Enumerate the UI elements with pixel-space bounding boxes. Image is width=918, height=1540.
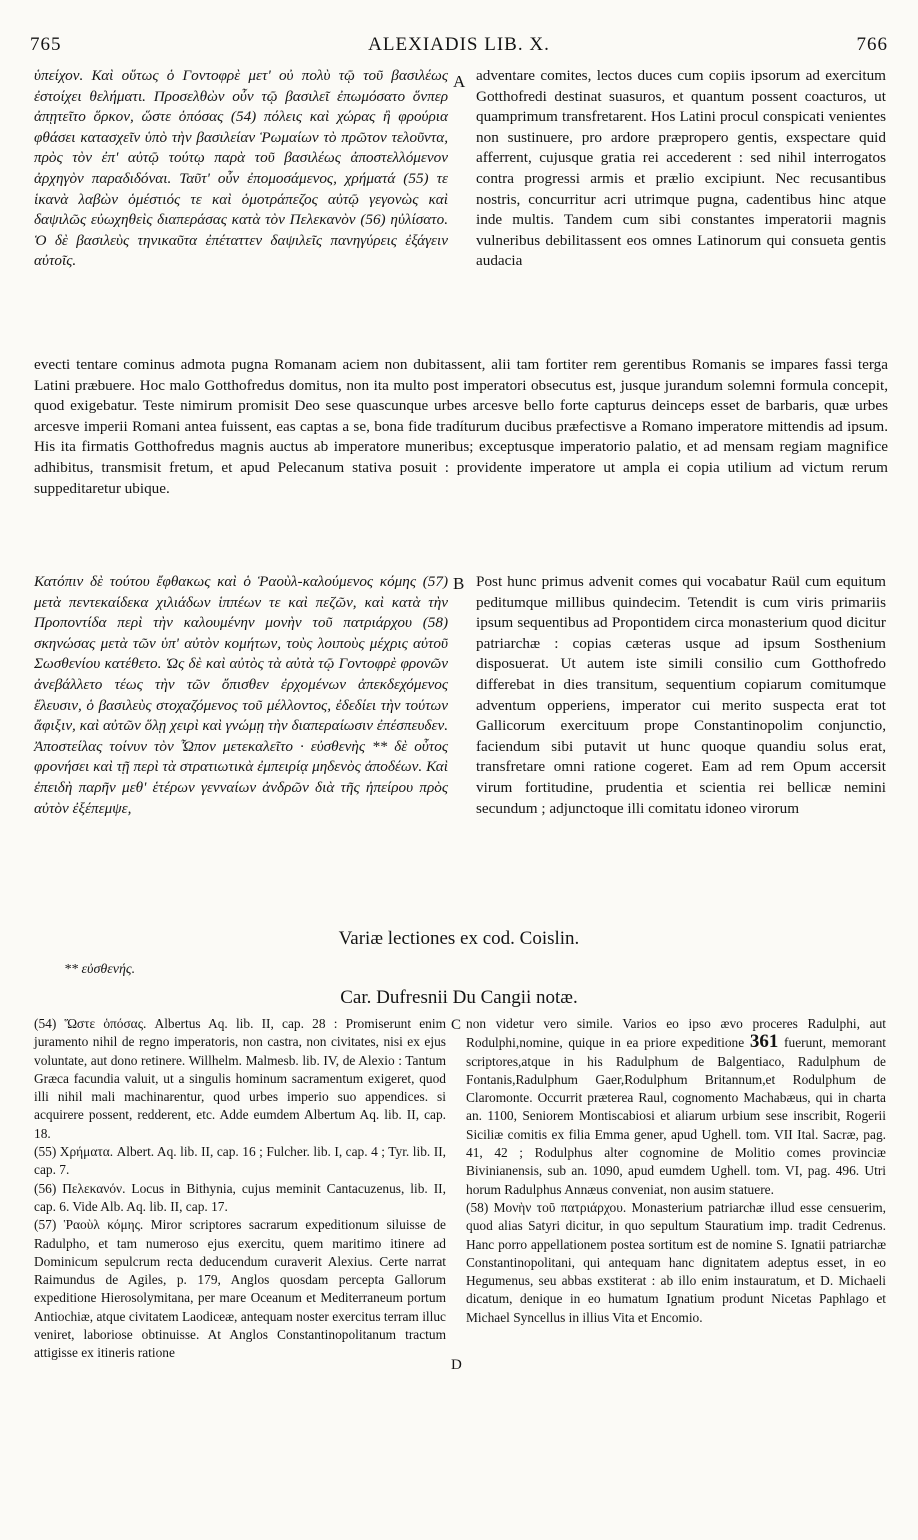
latin-full-text: evecti tentare cominus admota pugna Romanam aciem non dubitassent, alii tam fortiter rem gerentibus Romanis se impares fassi terga Latini præbuere. Hoc malo Gotthofredus domitus, non ita multo post imperatori obsecutus est, jusque jurandum solemni formula concepit, quod exigebatur. Teste nimirum promisit Deo sese quascunque urbes arcesve bello forte capturus deinceps esset de barbaris, quæ urbes arcesve imperii Romani antea fuissent, eas captas a se, bona fide tradíturum ducibus præfectisve a Romano imperatore mittendis ad ipsum. His ita firmatis Gotthofredus magnis auctus ab imperatore muneribus; exceptusque imperatorio palatio, et ad mensam regiam magnifice adhibitus, transmisit fretum, et apud Pelecanum stativa posuit : providente imperatore ut ampla ei copia utilium ad victum rerum suppeditaretur ubique. [34,356,888,497]
page-number-left: 765 [30,34,62,55]
note-56: (56) Πελεκανόν. Locus in Bithynia, cujus meminit Cantacuzenus, lib. II, cap. 6. Vide Alb. Aq. lib. II, cap. 17. [34,1180,446,1214]
running-header [30,34,888,60]
note-55: (55) Χρήματα. Albert. Aq. lib. II, cap. 16 ; Fulcher. lib. I, cap. 4 ; Tyr. lib. II, cap. 7. [34,1144,446,1178]
greek-column-middle [34,572,448,819]
note-57-continuation-b: fuerunt, memorant scriptores,atque in his Radulphum de Balgentiaco, Radulphum de Fontanis,Radulphum Gaer,Rodulphum Britannum,et Rodulphum de Claromonte. Occurrit præterea Raul, cognomento Machabæus, qui in charta an. 1100, Seniorem Montiscabiosi et aliarum urbium sese inscribit, Rogerii Siciliæ comitis ex filia Emma gener, apud Ughell. tom. VII Ital. Sacræ, pag. 41, 42 ; Rodulphus alter cognomine de Molitio comes provinciæ Bivinianensis, sub an. 1090, apud eumdem Ughell. tom. VI, pag. 496. Utri horum Radulphus Annæus conveniat, non ausim statuere. [466,1035,887,1197]
greek-text-middle: Κατόπιν δὲ τούτου ἔφθακως καὶ ὁ Ῥαοὺλ-καλούμενος κόμης (57) μετὰ πεντεκαίδεκα χιλιάδων ἱππέων τε καὶ πεζῶν, καὶ κατὰ τὴν Προποντίδα περὶ τὴν καλουμένην μονὴν τοῦ πατριάρχου (58) σκηνώσας μετὰ τῶν ὑπ' αὐτὸν κομήτων, τοὺς λοιποὺς μέχρις αὐτοῦ Σωσθενίου κατέθετο. Ὡς δὲ καὶ αὐτὸς τὰ αὐτὰ τῷ Γοντοφρὲ φρονῶν ἀνεβάλλετο τέως τὴν τῶν ὄπισθεν ἐρχομένων ἀπεκδεχόμενος ἔλευσιν, ὁ βασιλεὺς στοχαζόμενος τοῦ μέλλοντος, ἐδεδίει τὴν τούτων ἄφιξιν, καὶ αὐτῶν ὅλῃ χειρὶ καὶ γνώμῃ τὴν διαπεραίωσιν ἐπέσπευδεν. Ἀποστείλας τοίνυν τὸν Ὦπον μετεκαλεῖτο · εὐσθενὴς ** δὲ οὗτος φρονήσει καὶ τῇ περὶ τὰ στρατιωτικὰ ἐμπειρίᾳ μηδενὸς ἀποδέων. Καὶ ἐπειδὴ παρῆν μεθ' ἑτέρων γενναίων ἀνδρῶν διὰ τῆς ἠπείρου πρὸς αὐτὸν ἐξέπεμψε, [34,573,448,817]
note-57-continuation [466,1015,886,1199]
notes-column-left [34,1015,446,1363]
note-58: (58) Μονὴν τοῦ πατριάρχου. Monasterium patriarchæ illud esse censuerim, quod alias Satyri dicitur, in quo sepultum Stauratium imp. tradit Cedrenus. Hanc porro appellationem postea sortitum est de nomine S. Ignatii patriarchæ Constantinopolitani, qui antequam hanc dignitatem adeptus esset, in eo Hegumenus, seu abbas exstiterat : ab illo enim instauratum, et D. Michaeli dicatum, denique in eo humatum Ignatium produnt Nicetas Paphlago et Michael Syncellus in illius Vita et Encomio. [466,1199,886,1325]
variae-heading: Variæ lectiones ex cod. Coislin. [338,928,580,949]
latin-column-middle [476,572,886,819]
latin-text-middle: Post hunc primus advenit comes qui vocabatur Raül cum equitum peditumque millibus quindecim. Tetendit is cum viris primariis ipsum sequentibus ad Propontidem circa monasterium quod dicitur patriarchæ : copias cæteras usque ad ipsum Sosthenium disposuerat. Ut autem iste simili consilio cum Gotthofredo differebat in dies transitum, sequentium copiarum comitumque adventum opperiens, imperator cui merito suspecta erat tot Gallicorum exercituum prope Constantinopolim conjunctio, faciendum sibi putavit ut hunc quoque quandiu solus erat, transfretare omni ratione cogeret. Eam ad rem Opum accersit virum fortitudine, prudentia et scientia rei bellicæ nemini secundum ; adjunctoque illi comitatu idoneo virorum [476,573,886,817]
greek-text-top: ὑπείχον. Καὶ οὕτως ὁ Γοντοφρὲ μετ' οὐ πολὺ τῷ τοῦ βασιλέως ἐστοίχει θελήματι. Προσελθὼν οὖν τῷ βασιλεῖ ἐπωμόσατο ὅνπερ ἀπῃτεῖτο ὅρκον, ὥστε ὁπόσας (54) πόλεις καὶ χώρας ἢ φρούρια φθάσει κατασχεῖν ὑπὸ τὴν βασιλείαν Ῥωμαίων τὸ πρῶτον τελοῦντα, πρὸς τὸν ἐπ' αὐτῷ τούτῳ παρὰ τοῦ βασιλέως ἀποστελλόμενον ἀρχηγὸν παραδιδόναι. Ταῦτ' οὖν ἐπομοσάμενος, χρήματά (55) τε ἱκανὰ λαβὼν ὁμέστιός τε καὶ ὁμοτράπεζος αὐτῷ γεγονὼς καὶ δαψιλῶς εὐωχηθεὶς διαπεράσας κατὰ τὸν Πελεκανὸν (56) ηὐλίσατο. Ὁ δὲ βασιλεὺς τηνικαῦτα ἐπέταττεν δαψιλεῖς πανηγύρεις ἐξάγειν αὐτοῖς. [34,67,448,270]
note-57: (57) Ῥαοὺλ κόμης. Miror scriptores sacrarum expeditionum siluisse de Radulpho, et tam numeroso ejus exercitu, quem maritimo itinere ad Dominicum sepulcrum recta deducendum curaverit Alexius. Certe narrat Raimundus de Agiles, p. 179, Anglos quosdam percepta Gallorum expeditione Hierosolymitana, per mare Oceanum et Mediterraneum portum Antiochiæ, atque civitatem Laodiceæ, antequam noster exercitus terram illuc veniret, laboriose obtinuisse. At Anglos Constantinopolitanum tractum attigisse ex itineris ratione [34,1217,446,1361]
notes-column-right [466,1015,886,1327]
running-title: ALEXIADIS LIB. X. [368,34,550,55]
latin-text-top: adventare comites, lectos duces cum copiis ipsorum ad exercitum Gotthofredi destinat suasuros, et quantum possent coacturos, ut quamprimum transfretarent. Hos Latini procul conspicati venientes non sustinuere, pro ardore præpropero gentis, exspectare quid afferrent, cujusque gratia rei accederent : sed nihil interrogatos contra progressi armis et prælio excipiunt. Nec recusantibus nostris, concurritur acri utrimque pugna, cadentibus hinc atque inde multis. Tandem cum sibi constantes imperatorii magnis vulneribus debilitassent eos omnes Latinorum qui consueta gentis audacia [476,67,886,270]
notes-heading: Car. Dufresnii Du Cangii notæ. [340,987,578,1008]
section-marker-a: A [453,72,466,91]
page-signature-mark: 361 [749,1031,779,1053]
section-marker-c: C [451,1017,462,1033]
greek-column-top [34,66,448,272]
full-width-paragraph [34,355,888,499]
note-54: (54) Ὥστε ὁπόσας. Albertus Aq. lib. II, cap. 28 : Promiserunt enim juramento nihil de regno imperatoris, non castra, non civitates, nisi ex ejus voluntate, aut dono retinere. Willhelm. Malmesb. lib. IV, de Alexio : Tantum Græca facundia valuit, ut a singulis hominum sacramentum exigeret, quod illi nihil mali machinarentur, quod urbes imperio suo appendices. si acquirere possent, redderent, etc. Adde eumdem Albertum Aq. lib. II, cap. 18. [34,1016,446,1141]
section-marker-b: B [453,574,465,593]
note-57-continuation-a: non videtur vero simile. Varios eo ipso ævo proceres Radulphi, aut Rodulphi,nomine, quique in ea priore expeditione [466,1016,886,1051]
latin-column-top [476,66,886,272]
section-marker-d: D [451,1357,462,1373]
variae-note: ** εὐσθενής. [64,962,136,977]
page-number-right: 766 [856,34,888,55]
